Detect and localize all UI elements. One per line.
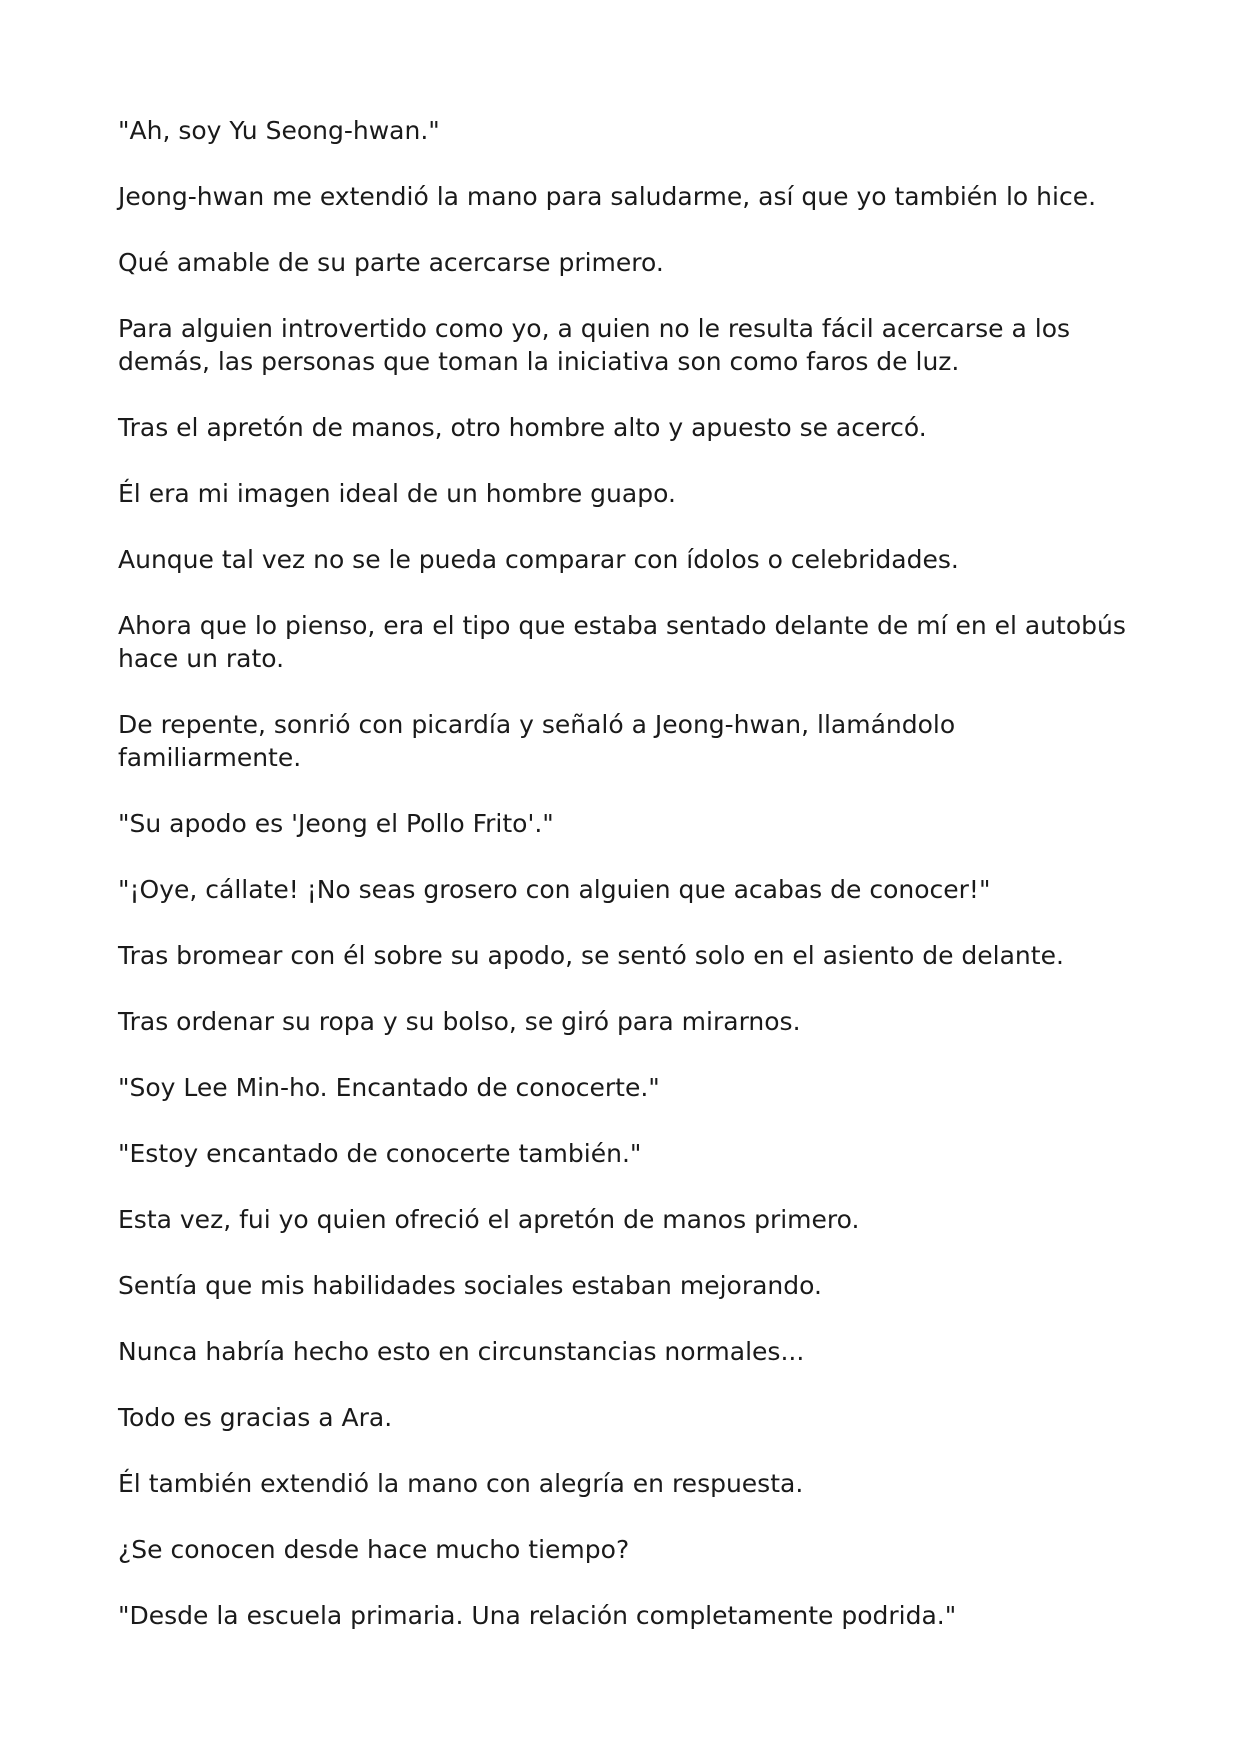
paragraph: Tras el apretón de manos, otro hombre alto y apuesto se acercó. bbox=[118, 413, 927, 442]
paragraph: Tras bromear con él sobre su apodo, se sentó solo en el asiento de delante. bbox=[118, 941, 1064, 970]
paragraph: De repente, sonrió con picardía y señaló a Jeong-hwan, llamándolo familiarmente. bbox=[118, 710, 956, 772]
paragraph: Tras ordenar su ropa y su bolso, se giró para mirarnos. bbox=[118, 1007, 801, 1036]
paragraph: "Estoy encantado de conocerte también." bbox=[118, 1139, 642, 1168]
paragraph: Qué amable de su parte acercarse primero. bbox=[118, 248, 664, 277]
paragraph: Él también extendió la mano con alegría en respuesta. bbox=[118, 1469, 804, 1498]
document-body bbox=[118, 114, 1138, 1665]
paragraph: "Soy Lee Min-ho. Encantado de conocerte." bbox=[118, 1073, 660, 1102]
paragraph: Sentía que mis habilidades sociales estaban mejorando. bbox=[118, 1271, 822, 1300]
paragraph: Jeong-hwan me extendió la mano para saludarme, así que yo también lo hice. bbox=[118, 182, 1097, 211]
paragraph: Él era mi imagen ideal de un hombre guapo. bbox=[118, 479, 676, 508]
paragraph: Para alguien introvertido como yo, a quien no le resulta fácil acercarse a los demás, las personas que toman la iniciativa son como faros de luz. bbox=[118, 314, 1071, 376]
paragraph: Aunque tal vez no se le pueda comparar con ídolos o celebridades. bbox=[118, 545, 959, 574]
paragraph: "¡Oye, cállate! ¡No seas grosero con alguien que acabas de conocer!" bbox=[118, 875, 991, 904]
paragraph: Ahora que lo pienso, era el tipo que estaba sentado delante de mí en el autobús hace un rato. bbox=[118, 611, 1126, 673]
paragraph: Esta vez, fui yo quien ofreció el apretón de manos primero. bbox=[118, 1205, 860, 1234]
paragraph: Nunca habría hecho esto en circunstancias normales... bbox=[118, 1337, 805, 1366]
paragraph: "Desde la escuela primaria. Una relación completamente podrida." bbox=[118, 1601, 957, 1630]
paragraph: "Su apodo es 'Jeong el Pollo Frito'." bbox=[118, 809, 554, 838]
paragraph: Todo es gracias a Ara. bbox=[118, 1403, 393, 1432]
paragraph: "Ah, soy Yu Seong-hwan." bbox=[118, 116, 440, 145]
paragraph: ¿Se conocen desde hace mucho tiempo? bbox=[118, 1535, 630, 1564]
